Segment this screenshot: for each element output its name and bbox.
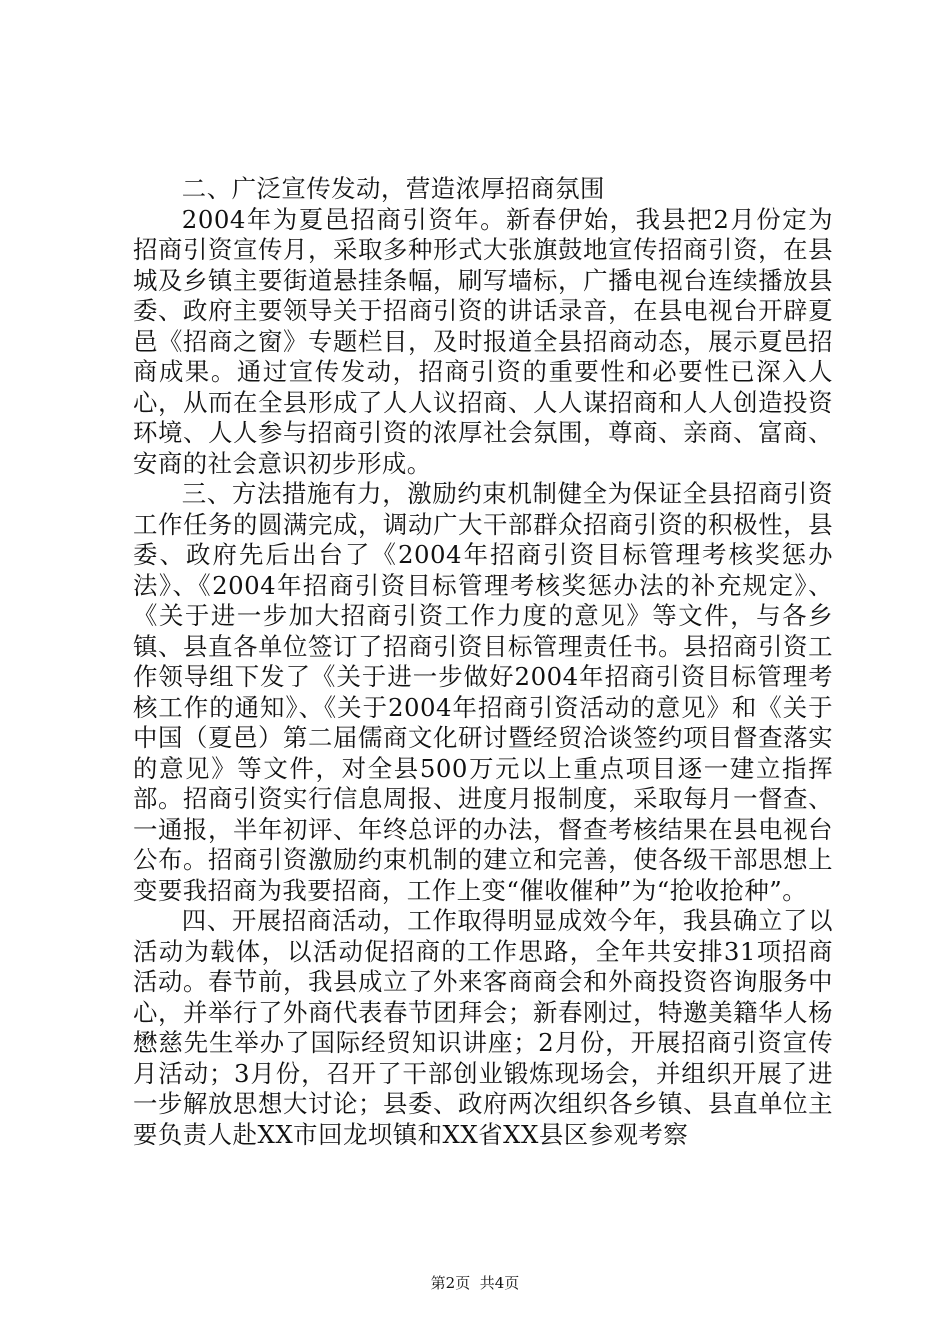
page-footer: [0, 1274, 950, 1292]
footer-separator: [470, 1274, 480, 1292]
page-number: 第2页: [430, 1274, 471, 1292]
body-paragraph: 2004年为夏邑招商引资年。新春伊始，我县把2月份定为招商引资宣传月，采取多种形式大张旗鼓地宣传招商引资，在县城及乡镇主要街道悬挂条幅，刷写墙标，广播电视台连续播放县委、政府主要领导关于招商引资的讲话录音，在县电视台开辟夏邑《招商之窗》专题栏目，及时报道全县招商动态，展示夏邑招商成果。通过宣传发动，招商引资的重要性和必要性已深入人心，从而在全县形成了人人议招商、人人谋招商和人人创造投资环境、人人参与招商引资的浓厚社会氛围，尊商、亲商、富商、安商的社会意识初步形成。: [133, 204, 833, 478]
section-heading-2: 二、广泛宣传发动，营造浓厚招商氛围: [181, 174, 605, 203]
page-total: 共4页: [479, 1274, 520, 1292]
body-paragraph-section-3: 三、方法措施有力，激励约束机制健全为保证全县招商引资工作任务的圆满完成，调动广大干部群众招商引资的积极性，县委、政府先后出台了《2004年招商引资目标管理考核奖惩办法》、《2004年招商引资目标管理考核奖惩办法的补充规定》、《关于进一步加大招商引资工作力度的意见》等文件，与各乡镇、县直各单位签订了招商引资目标管理责任书。县招商引资工作领导组下发了《关于进一步做好2004年招商引资目标管理考核工作的通知》、《关于2004年招商引资活动的意见》和《关于中国（夏邑）第二届儒商文化研讨暨经贸洽谈签约项目督查落实的意见》等文件，对全县500万元以上重点项目逐一建立指挥部。招商引资实行信息周报、进度月报制度，采取每月一督查、一通报，半年初评、年终总评的办法，督查考核结果在县电视台公布。招商引资激励约束机制的建立和完善，使各级干部思想上变要我招商为我要招商，工作上变“催收催种”为“抢收抢种”。: [133, 479, 833, 905]
body-paragraph-section-4: 四、开展招商活动，工作取得明显成效今年，我县确立了以活动为载体，以活动促招商的工作思路，全年共安排31项招商活动。春节前，我县成立了外来客商商会和外商投资咨询服务中心，并举行了外商代表春节团拜会；新春刚过，特邀美籍华人杨懋慈先生举办了国际经贸知识讲座；2月份，开展招商引资宣传月活动；3月份，召开了干部创业锻炼现场会，并组织开展了进一步解放思想大讨论；县委、政府两次组织各乡镇、县直单位主要负责人赴XX市回龙坝镇和XX省XX县区参观考察: [133, 906, 833, 1149]
document-body: [133, 174, 833, 1150]
